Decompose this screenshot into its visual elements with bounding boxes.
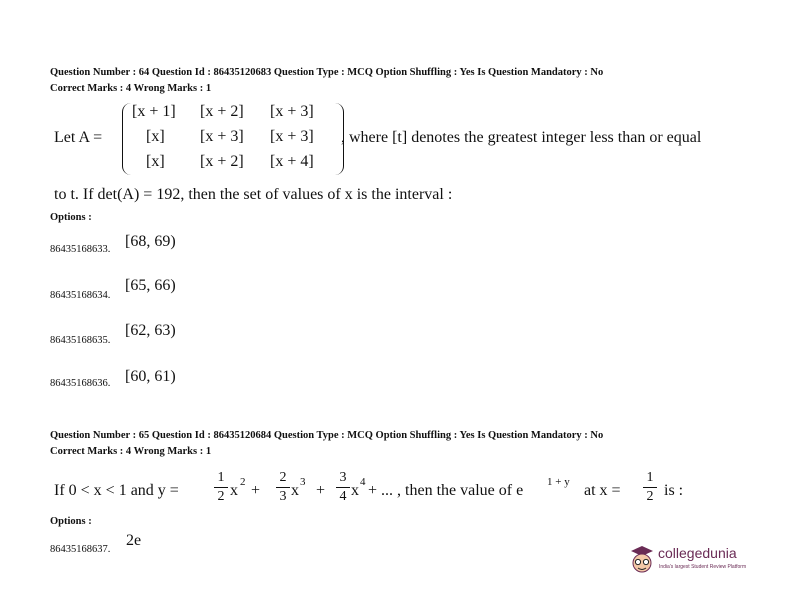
collegedunia-logo: [628, 543, 758, 579]
numerator: 1: [646, 470, 654, 485]
option-id: 86435168633.: [50, 244, 111, 255]
matrix-cell: [x]: [146, 153, 165, 170]
options-label: Options :: [50, 212, 92, 223]
denominator: 2: [217, 489, 225, 504]
denominator: 2: [646, 489, 654, 504]
option-id: 86435168635.: [50, 335, 111, 346]
logo-tagline: India's largest Student Review Platform: [659, 564, 747, 570]
mascot-icon: [628, 543, 656, 575]
plus-sign: +: [251, 482, 261, 499]
question-64-where: , where [t] denotes the greatest integer less than or equal: [341, 129, 702, 146]
fraction: [276, 470, 290, 505]
option-id: 86435168636.: [50, 378, 111, 389]
option-value: [68, 69): [125, 233, 176, 250]
matrix-cell: [x + 3]: [200, 128, 244, 145]
matrix-cell: [x + 4]: [270, 153, 314, 170]
option-id: 86435168637.: [50, 544, 111, 555]
numerator: 3: [339, 470, 347, 485]
question-64-marks: Correct Marks : 4 Wrong Marks : 1: [50, 83, 212, 94]
option-value: [60, 61): [125, 368, 176, 385]
option-id: 86435168634.: [50, 290, 111, 301]
matrix-cell: [x + 3]: [270, 103, 314, 120]
matrix-cell: [x + 2]: [200, 103, 244, 120]
fraction: [643, 470, 657, 505]
option-value: [62, 63): [125, 322, 176, 339]
exponent: 2: [240, 476, 246, 488]
question-64-let: Let A =: [54, 129, 103, 146]
denominator: 4: [339, 489, 347, 504]
variable: x: [351, 482, 359, 499]
plus-sign: +: [316, 482, 326, 499]
question-65-is: is :: [664, 482, 684, 499]
question-65-at: at x =: [584, 482, 621, 499]
matrix-cell: [x]: [146, 128, 165, 145]
e-exponent: 1 + y: [547, 476, 570, 488]
matrix-a: [122, 103, 344, 175]
matrix-cell: [x + 1]: [132, 103, 176, 120]
logo-name: collegedunia: [658, 545, 737, 561]
variable: x: [291, 482, 299, 499]
question-65-meta: Question Number : 65 Question Id : 86435120684 Question Type : MCQ Option Shuffling : Yes Is Question Mandatory : No: [50, 430, 604, 441]
matrix-cell: [x + 2]: [200, 153, 244, 170]
question-64-meta: Question Number : 64 Question Id : 86435120683 Question Type : MCQ Option Shuffling : Yes Is Question Mandatory : No: [50, 67, 604, 78]
exponent: 4: [360, 476, 366, 488]
options-label: Options :: [50, 516, 92, 527]
matrix-cell: [x + 3]: [270, 128, 314, 145]
fraction: [336, 470, 350, 505]
question-64-line2: to t. If det(A) = 192, then the set of values of x is the interval :: [54, 186, 453, 203]
option-value: [65, 66): [125, 277, 176, 294]
numerator: 1: [217, 470, 225, 485]
option-value: 2e: [126, 532, 142, 549]
question-65-marks: Correct Marks : 4 Wrong Marks : 1: [50, 446, 212, 457]
numerator: 2: [279, 470, 287, 485]
matrix-left-paren: [122, 103, 131, 175]
denominator: 3: [279, 489, 287, 504]
variable: x: [230, 482, 238, 499]
fraction: [214, 470, 228, 505]
exponent: 3: [300, 476, 306, 488]
question-65-lead: If 0 < x < 1 and y =: [54, 482, 179, 499]
question-65-tail: + ... , then the value of e: [368, 482, 524, 499]
